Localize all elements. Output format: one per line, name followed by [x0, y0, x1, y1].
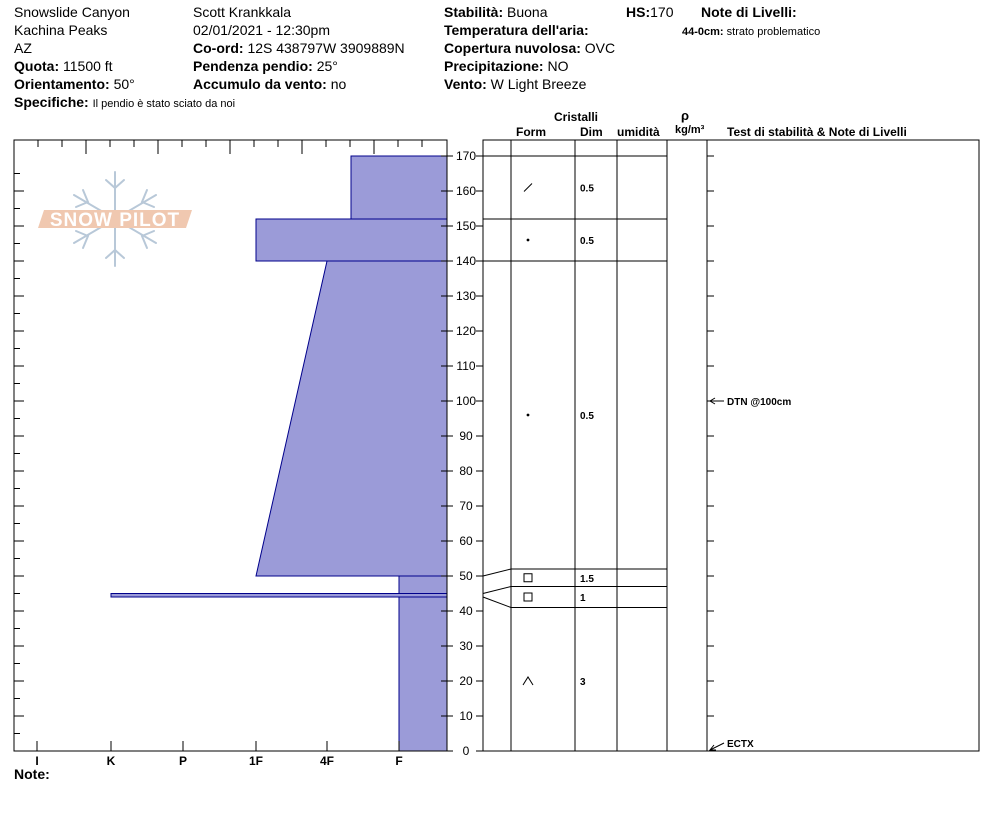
- elevation-value: 11500 ft: [63, 58, 113, 74]
- observer: Scott Krankkala: [193, 4, 292, 20]
- depth-tick-label: 150: [455, 219, 477, 233]
- grain-form-icon: [523, 677, 533, 685]
- tests-header: Test di stabilità & Note di Livelli: [727, 125, 907, 139]
- grain-form-icon: [527, 414, 530, 417]
- wind-value: W Light Breeze: [490, 76, 587, 92]
- form-header: Form: [516, 125, 546, 139]
- grain-size-value: 1.5: [580, 573, 594, 585]
- grain-size-value: 1: [580, 593, 586, 604]
- snowpilot-logo: [38, 172, 192, 266]
- hardness-tick-label: K: [106, 754, 116, 768]
- elevation-label: Quota:: [14, 58, 60, 74]
- density-unit-header: kg/m³: [675, 124, 705, 136]
- depth-tick-label: 90: [459, 429, 473, 443]
- coord-value: 12S 438797W 3909889N: [247, 40, 405, 56]
- size-header: Dim: [580, 125, 603, 139]
- test-label: ECTX: [727, 739, 754, 750]
- layer-note-depth: 44-0cm:: [682, 26, 724, 38]
- specifics-label: Specifiche:: [14, 94, 89, 110]
- air-temp-label: Temperatura dell'aria:: [444, 22, 589, 38]
- depth-tick-label: 20: [459, 674, 473, 688]
- hardness-layer: [111, 594, 447, 598]
- depth-tick-label: 70: [459, 499, 473, 513]
- coord-label: Co-ord:: [193, 40, 244, 56]
- range: Kachina Peaks: [14, 22, 108, 38]
- depth-tick-label: 10: [459, 709, 473, 723]
- grain-size-value: 0.5: [580, 236, 594, 247]
- hardness-layer: [351, 156, 447, 219]
- hardness-layer: [256, 219, 447, 261]
- aspect-value: 50°: [113, 76, 135, 92]
- rho-header: ρ: [681, 108, 690, 123]
- hardness-tick-label: F: [395, 754, 403, 768]
- depth-tick-label: 170: [455, 149, 477, 163]
- test-label: DTN @100cm: [727, 397, 792, 408]
- depth-tick-label: 80: [459, 464, 473, 478]
- hardness-tick-label: P: [178, 754, 188, 768]
- hardness-layer: [256, 261, 447, 576]
- hs-label: HS:: [626, 4, 651, 20]
- location: Snowslide Canyon: [14, 4, 130, 20]
- layer-table-frame: [483, 140, 979, 751]
- grain-size-value: 0.5: [580, 411, 594, 422]
- wind-label: Vento:: [444, 76, 487, 92]
- wind-loading-label: Accumulo da vento:: [193, 76, 327, 92]
- slope-value: 25°: [316, 58, 338, 74]
- depth-tick-label: 110: [456, 359, 476, 373]
- slope-label: Pendenza pendio:: [193, 58, 313, 74]
- aspect-label: Orientamento:: [14, 76, 110, 92]
- depth-tick-label: 0: [462, 744, 470, 758]
- hardness-axis: [35, 741, 402, 768]
- stability-value: Buona: [507, 4, 548, 20]
- hardness-tick-label: I: [35, 754, 39, 768]
- test-pointer: [710, 743, 724, 750]
- hardness-layer: [399, 597, 447, 751]
- depth-tick-label: 30: [459, 639, 473, 653]
- layer-connector: [483, 587, 511, 594]
- layer-connector: [483, 569, 511, 576]
- depth-tick-label: 120: [455, 324, 477, 338]
- stability-label: Stabilità:: [444, 4, 504, 20]
- depth-tick-label: 60: [459, 534, 473, 548]
- wind-loading-value: no: [330, 76, 347, 92]
- sky-value: OVC: [584, 40, 616, 56]
- stability-tests: [710, 397, 791, 750]
- depth-tick-label: 100: [455, 394, 477, 408]
- depth-tick-label: 160: [455, 184, 477, 198]
- datetime: 02/01/2021 - 12:30pm: [193, 22, 330, 38]
- layer-note-text: strato problematico: [726, 26, 821, 38]
- hardness-profile: [111, 156, 447, 751]
- grain-form-icon: [524, 184, 532, 192]
- precip-label: Precipitazione:: [444, 58, 544, 74]
- moisture-header: umidità: [617, 125, 660, 139]
- grain-form-icon: [524, 593, 532, 601]
- hardness-tick-label: 1F: [248, 754, 264, 768]
- crystals-header: Cristalli: [554, 110, 599, 124]
- specifics-value: Il pendio è stato sciato da noi: [92, 98, 236, 110]
- layer-connector: [483, 597, 511, 608]
- logo-text: SNOW PILOT: [49, 210, 181, 231]
- hardness-tick-label: 4F: [319, 754, 335, 768]
- grain-form-icon: [527, 239, 530, 242]
- hardness-top-ticks: [14, 140, 422, 154]
- note-label: Note:: [14, 766, 50, 782]
- depth-tick-label: 140: [455, 254, 477, 268]
- grain-size-value: 3: [580, 677, 586, 688]
- depth-tick-label: 50: [459, 569, 473, 583]
- hs-value: 170: [650, 4, 674, 20]
- precip-value: NO: [547, 58, 569, 74]
- hardness-layer: [399, 576, 447, 594]
- depth-tick-label: 130: [455, 289, 477, 303]
- depth-tick-label: 40: [459, 604, 473, 618]
- grain-size-value: 0.5: [580, 183, 594, 195]
- state: AZ: [14, 40, 32, 56]
- layer-notes-label: Note di Livelli:: [701, 4, 797, 20]
- grain-form-icon: [524, 574, 532, 582]
- sky-label: Copertura nuvolosa:: [444, 40, 581, 56]
